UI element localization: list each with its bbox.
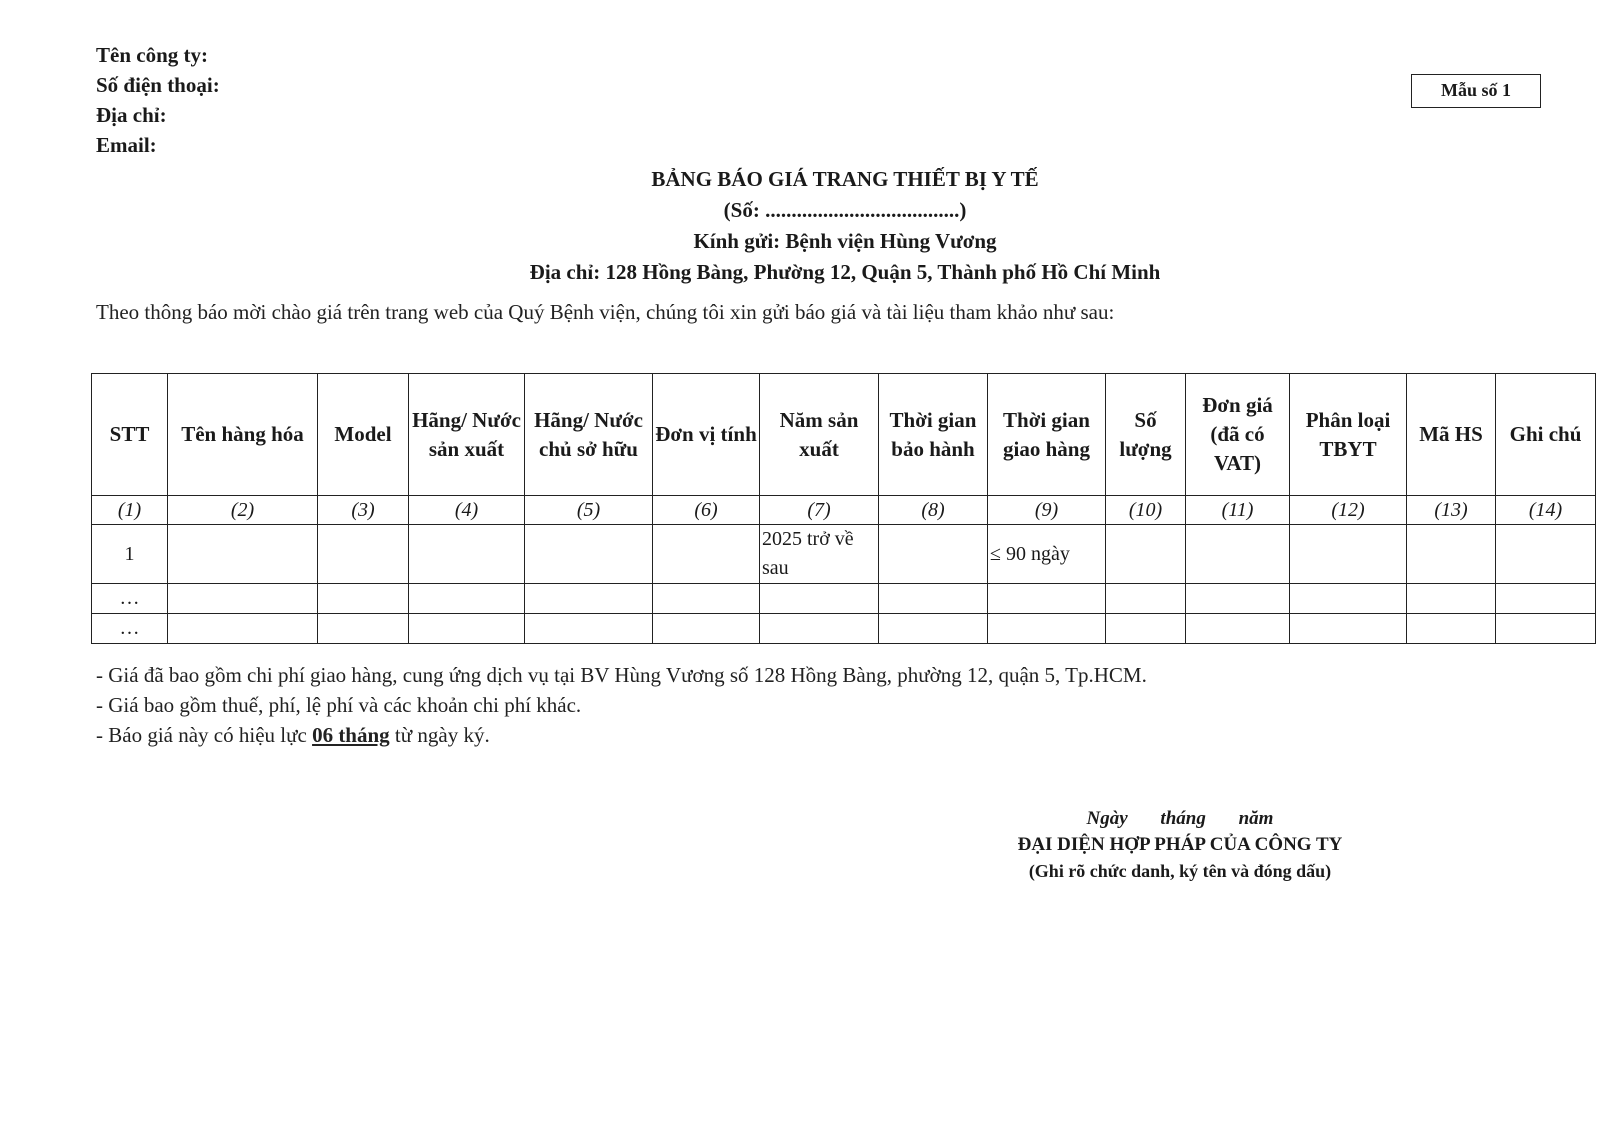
header-cell: Hãng/ Nước chủ sở hữu bbox=[525, 374, 653, 496]
recipient: Kính gửi: Bệnh viện Hùng Vương bbox=[693, 229, 997, 253]
company-name-label: Tên công ty: bbox=[96, 43, 208, 67]
column-number-cell: (8) bbox=[879, 496, 988, 525]
year-cell: 2025 trở về sau bbox=[760, 525, 879, 584]
representative-title: ĐẠI DIỆN HỢP PHÁP CỦA CÔNG TY bbox=[1017, 834, 1343, 855]
table-row bbox=[92, 614, 1596, 644]
title-block bbox=[0, 164, 1600, 288]
company-address-label: Địa chỉ: bbox=[96, 103, 167, 127]
note-line: - Giá đã bao gồm chi phí giao hàng, cung ứng dịch vụ tại BV Hùng Vương số 128 Hồng Bàng, phường 12, quận 5, Tp.HCM. bbox=[96, 663, 1147, 687]
unit-price-cell bbox=[1186, 525, 1290, 584]
company-email-label: Email: bbox=[96, 133, 157, 157]
column-number-cell: (9) bbox=[988, 496, 1106, 525]
header-cell: Hãng/ Nước sản xuất bbox=[409, 374, 525, 496]
header-cell: STT bbox=[92, 374, 168, 496]
header-cell: Ghi chú bbox=[1496, 374, 1596, 496]
header-cell: Đơn vị tính bbox=[653, 374, 760, 496]
column-number-cell: (7) bbox=[760, 496, 879, 525]
company-info bbox=[96, 40, 220, 160]
stt-cell: … bbox=[92, 614, 168, 644]
delivery-cell: ≤ 90 ngày bbox=[988, 525, 1106, 584]
owner-cell bbox=[525, 525, 653, 584]
form-number-badge: Mẫu số 1 bbox=[1411, 74, 1541, 108]
manufacturer-cell bbox=[409, 525, 525, 584]
document-title: BẢNG BÁO GIÁ TRANG THIẾT BỊ Y TẾ bbox=[651, 167, 1039, 191]
intro-text: Theo thông báo mời chào giá trên trang web của Quý Bệnh viện, chúng tôi xin gửi báo giá và tài liệu tham khảo như sau: bbox=[96, 300, 1115, 324]
note-line bbox=[96, 720, 1147, 750]
header-cell: Phân loại TBYT bbox=[1290, 374, 1407, 496]
model-cell bbox=[318, 525, 409, 584]
note-cell bbox=[1496, 525, 1596, 584]
stt-cell: 1 bbox=[92, 525, 168, 584]
table-row bbox=[92, 584, 1596, 614]
document-number: (Số: .....................................) bbox=[723, 198, 967, 222]
header-row bbox=[92, 374, 1596, 496]
column-number-cell: (12) bbox=[1290, 496, 1407, 525]
company-phone-label: Số điện thoại: bbox=[96, 73, 220, 97]
header-cell: Đơn giá (đã có VAT) bbox=[1186, 374, 1290, 496]
column-number-row bbox=[92, 496, 1596, 525]
stt-cell: … bbox=[92, 584, 168, 614]
warranty-cell bbox=[879, 525, 988, 584]
date-line: Ngày tháng năm bbox=[1086, 808, 1274, 829]
classification-cell bbox=[1290, 525, 1407, 584]
column-number-cell: (4) bbox=[409, 496, 525, 525]
column-number-cell: (14) bbox=[1496, 496, 1596, 525]
note-suffix: từ ngày ký. bbox=[389, 723, 490, 747]
header-cell: Model bbox=[318, 374, 409, 496]
quantity-cell bbox=[1106, 525, 1186, 584]
header-cell: Tên hàng hóa bbox=[168, 374, 318, 496]
product-name-cell bbox=[168, 525, 318, 584]
header-cell: Năm sản xuất bbox=[760, 374, 879, 496]
column-number-cell: (3) bbox=[318, 496, 409, 525]
note-line: - Giá bao gồm thuế, phí, lệ phí và các khoản chi phí khác. bbox=[96, 693, 582, 717]
note-prefix: - Báo giá này có hiệu lực bbox=[96, 723, 313, 747]
signature-instruction: (Ghi rõ chức danh, ký tên và đóng dấu) bbox=[1028, 861, 1332, 881]
column-number-cell: (11) bbox=[1186, 496, 1290, 525]
signature-block bbox=[930, 806, 1430, 884]
header-cell: Thời gian giao hàng bbox=[988, 374, 1106, 496]
column-number-cell: (5) bbox=[525, 496, 653, 525]
hs-code-cell bbox=[1407, 525, 1496, 584]
quotation-table bbox=[91, 373, 1596, 644]
column-number-cell: (10) bbox=[1106, 496, 1186, 525]
unit-cell bbox=[653, 525, 760, 584]
header-cell: Thời gian bảo hành bbox=[879, 374, 988, 496]
table-row bbox=[92, 525, 1596, 584]
header-cell: Số lượng bbox=[1106, 374, 1186, 496]
validity-duration: 06 tháng bbox=[312, 723, 390, 747]
column-number-cell: (2) bbox=[168, 496, 318, 525]
recipient-address: Địa chỉ: 128 Hồng Bàng, Phường 12, Quận 5, Thành phố Hồ Chí Minh bbox=[529, 260, 1161, 284]
notes bbox=[96, 660, 1147, 750]
column-number-cell: (6) bbox=[653, 496, 760, 525]
column-number-cell: (13) bbox=[1407, 496, 1496, 525]
header-cell: Mã HS bbox=[1407, 374, 1496, 496]
column-number-cell: (1) bbox=[92, 496, 168, 525]
